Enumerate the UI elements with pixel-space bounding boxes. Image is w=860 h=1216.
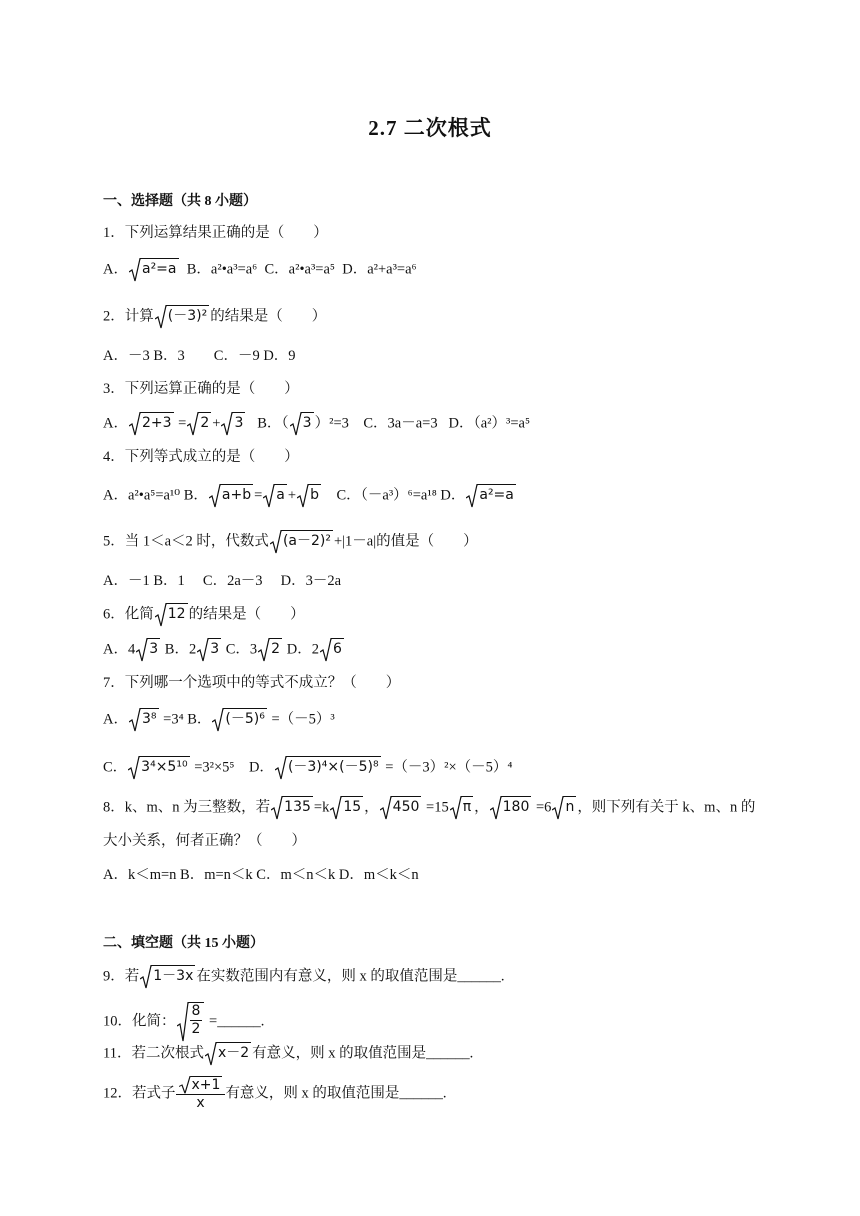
- option-c-label: C．3: [225, 641, 258, 658]
- option-d-label: D．: [440, 487, 466, 504]
- radical: [197, 638, 221, 662]
- option-c: C．（－a³）⁶=a¹⁸: [336, 487, 437, 504]
- radicand: a²=a: [478, 484, 516, 508]
- radicand: π: [462, 796, 473, 820]
- text: =: [254, 487, 263, 504]
- radicand: (a－2)²: [282, 530, 333, 554]
- radical: [129, 708, 159, 732]
- option-b-label: B．2: [164, 641, 197, 658]
- stem-text: 6．化简: [103, 606, 154, 623]
- radical: [275, 756, 381, 780]
- radical: [263, 484, 287, 508]
- radicand: b: [309, 484, 321, 508]
- stem-text: 有意义，则 x 的取值范围是______.: [225, 1085, 447, 1102]
- question-3-options: [103, 412, 530, 436]
- radical: [450, 796, 473, 820]
- radicand: 3: [302, 412, 314, 436]
- radical: [552, 796, 576, 820]
- radicand: 180: [502, 796, 532, 820]
- radical: [155, 603, 188, 627]
- radical: [128, 756, 189, 780]
- radical: [297, 484, 321, 508]
- question-5-stem: [103, 530, 478, 554]
- radical: [320, 638, 344, 662]
- option-a: A．a²•a⁵=a¹⁰: [103, 487, 181, 504]
- option-d-label: D．2: [286, 641, 319, 658]
- stem-text: 在实数范围内有意义，则 x 的取值范围是______.: [196, 968, 505, 985]
- option-d: D．a²+a³=a⁶: [342, 261, 417, 278]
- stem-text: 的结果是（ ）: [188, 606, 305, 623]
- radicand: a: [275, 484, 287, 508]
- question-5-options: A．－1 B．1 C．2a－3 D．3－2a: [103, 573, 342, 589]
- stem-text: 的结果是（ ）: [210, 308, 327, 325]
- question-7-stem: 7．下列哪一个选项中的等式不成立？（ ）: [103, 675, 401, 691]
- question-6-stem: [103, 603, 305, 627]
- text: =6: [532, 799, 552, 816]
- denominator: x: [196, 1095, 205, 1111]
- question-3-stem: 3．下列运算正确的是（ ）: [103, 381, 299, 397]
- stem-text: 5．当 1＜a＜2 时，代数式: [103, 533, 269, 550]
- text: ）²=3: [314, 415, 349, 432]
- text: ，: [364, 799, 379, 816]
- radical: [212, 708, 266, 732]
- question-11: [103, 1042, 473, 1066]
- radicand: 15: [342, 796, 363, 820]
- question-8-stem-cont: 大小关系，何者正确？（ ）: [103, 833, 306, 849]
- radical: [155, 305, 209, 329]
- text: ，则下列有关于 k、m、n 的: [577, 799, 756, 816]
- radical: [490, 796, 532, 820]
- radicand: 3⁸: [141, 708, 159, 732]
- section-heading-fill: 二、填空题（共 15 小题）: [103, 936, 264, 951]
- stem-text: 2．计算: [103, 308, 154, 325]
- option-c: C．3a－a=3: [363, 415, 438, 432]
- stem-text: 11．若二次根式: [103, 1045, 204, 1062]
- radical: [290, 412, 314, 436]
- radicand: 2+3: [141, 412, 174, 436]
- radicand: 6: [332, 638, 344, 662]
- stem-text: 12．若式子: [103, 1085, 176, 1102]
- radical: [205, 1042, 251, 1066]
- radical: [177, 1002, 205, 1042]
- radicand: (－3)⁴×(－5)⁸: [287, 756, 381, 780]
- option-b-label: B．: [183, 487, 208, 504]
- question-4-options: [103, 484, 517, 508]
- text: =3²×5⁵: [190, 759, 235, 776]
- radical: [179, 1076, 223, 1094]
- fraction: [190, 1003, 203, 1038]
- stem-text: 10．化简：: [103, 1013, 176, 1030]
- radicand: (－3)²: [167, 305, 209, 329]
- question-4-stem: 4．下列等式成立的是（ ）: [103, 449, 299, 465]
- stem-text: 有意义，则 x 的取值范围是______.: [252, 1045, 474, 1062]
- question-2-options: A．－3 B．3 C．－9 D．9: [103, 348, 296, 364]
- radical: [466, 484, 516, 508]
- radicand: x－2: [217, 1042, 251, 1066]
- option-b-label: B．（: [257, 415, 289, 432]
- option-b-label: B．: [187, 711, 212, 728]
- radicand: 2: [199, 412, 211, 436]
- text: =k: [313, 799, 330, 816]
- question-12: [103, 1076, 447, 1112]
- stem-text: 9．若: [103, 968, 140, 985]
- radicand: 135: [283, 796, 313, 820]
- option-c-label: C．: [103, 759, 128, 776]
- radicand: (－5)⁶: [224, 708, 266, 732]
- text: =: [174, 415, 187, 432]
- radicand: 3⁴×5¹⁰: [140, 756, 189, 780]
- text: =15: [422, 799, 449, 816]
- radicand: x+1: [191, 1077, 221, 1093]
- radical: [380, 796, 422, 820]
- option-a-label: A．: [103, 261, 128, 278]
- text: ，: [474, 799, 489, 816]
- question-2-stem: [103, 305, 326, 329]
- radicand: 3: [148, 638, 160, 662]
- page-title: 2.7 二次根式: [368, 116, 492, 140]
- stem-text: =______.: [205, 1013, 265, 1030]
- radicand: 2: [270, 638, 282, 662]
- radicand: n: [564, 796, 576, 820]
- radicand: a²=a: [141, 258, 179, 282]
- question-8-stem: [103, 796, 755, 820]
- question-7-options-cd: [103, 756, 512, 780]
- radicand: 3: [233, 412, 245, 436]
- radical: [209, 484, 253, 508]
- radicand: 3: [209, 638, 221, 662]
- text: +: [287, 487, 297, 504]
- option-d: D．（a²）³=a⁵: [448, 415, 531, 432]
- radical: [330, 796, 363, 820]
- text: +: [212, 415, 221, 432]
- option-a-label: A．: [103, 415, 128, 432]
- question-1-stem: 1．下列运算结果正确的是（ ）: [103, 225, 328, 241]
- denominator: 2: [191, 1021, 201, 1037]
- radical: [187, 412, 211, 436]
- numerator: 8: [191, 1003, 201, 1019]
- radical: [136, 638, 160, 662]
- question-10: [103, 1002, 264, 1042]
- radicand: 12: [167, 603, 188, 627]
- option-a-label: A．: [103, 711, 128, 728]
- question-6-options: [103, 638, 345, 662]
- stem-text: 8．k、m、n 为三整数，若: [103, 799, 271, 816]
- radical: [129, 258, 179, 282]
- text: =（－3）²×（－5）⁴: [381, 759, 513, 776]
- radical: [271, 796, 313, 820]
- radicand: 450: [392, 796, 422, 820]
- fraction: [176, 1076, 226, 1112]
- radical: [129, 412, 174, 436]
- option-a-label: A．4: [103, 641, 136, 658]
- question-7-options-ab: [103, 708, 335, 732]
- option-d-label: D．: [248, 759, 274, 776]
- option-c: C．a²•a³=a⁵: [264, 261, 335, 278]
- question-9: [103, 965, 504, 989]
- radical: [140, 965, 195, 989]
- option-b: B．a²•a³=a⁶: [186, 261, 258, 278]
- section-heading-choice: 一、选择题（共 8 小题）: [103, 194, 257, 209]
- stem-text: +|1－a|的值是（ ）: [333, 533, 478, 550]
- radicand: a+b: [221, 484, 253, 508]
- radical: [258, 638, 282, 662]
- question-8-options: A．k＜m=n B．m=n＜k C．m＜n＜k D．m＜k＜n: [103, 867, 419, 883]
- text: =3⁴: [159, 711, 184, 728]
- text: =（－5）³: [267, 711, 335, 728]
- radicand: 1－3x: [152, 965, 195, 989]
- radical: [270, 530, 333, 554]
- radical: [221, 412, 245, 436]
- question-1-options: [103, 258, 417, 282]
